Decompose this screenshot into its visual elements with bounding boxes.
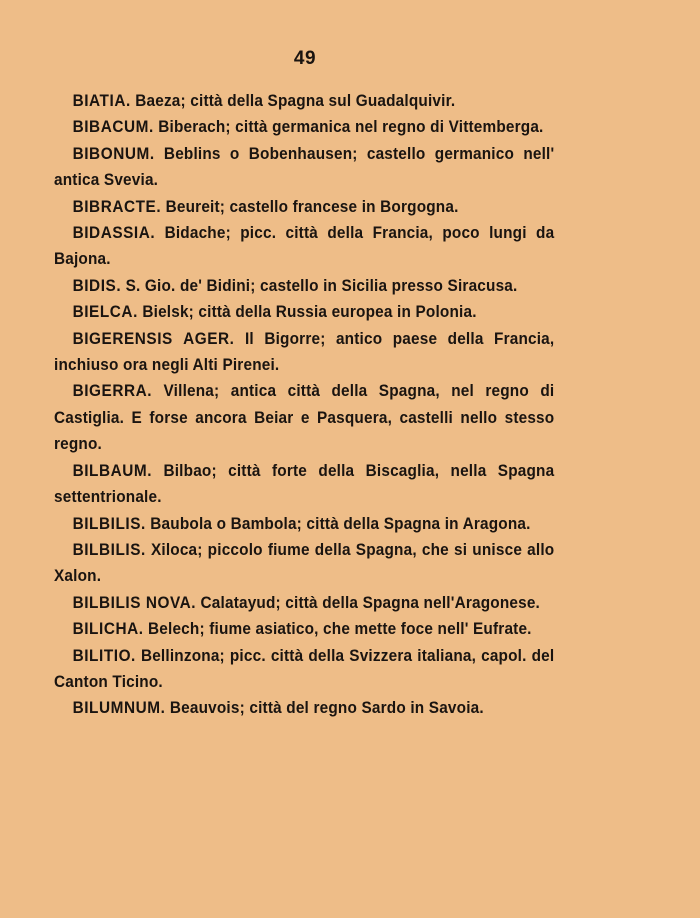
entry-text: Bielsk; città della Russia europea in Polonia. [142, 303, 477, 322]
entry-text: Beauvois; città del regno Sardo in Savoia. [169, 699, 484, 718]
page-number: 49 [293, 48, 317, 69]
entry [54, 273, 554, 299]
entry [54, 220, 554, 273]
entry-text: Bilbao; città forte della Biscaglia, nella Spagna settentrionale. [54, 461, 555, 507]
entry-headword: BILITIO. [72, 646, 136, 665]
entry-text: Il Bigorre; antico paese della Francia, inchiuso ora negli Alti Pirenei. [54, 329, 555, 375]
entry-headword: BIBRACTE. [72, 197, 162, 216]
entry [54, 141, 554, 194]
entry-text: Calatayud; città della Spagna nell'Aragonese. [200, 593, 541, 612]
entry-headword: BIDASSIA. [72, 224, 156, 243]
entry [54, 695, 554, 721]
entry [54, 458, 554, 511]
entry-text: Belech; fiume asiatico, che mette foce nell' Eufrate. [148, 620, 532, 639]
entry-text: Beureit; castello francese in Borgogna. [165, 197, 459, 216]
entry-headword: BIGERENSIS AGER. [72, 329, 235, 348]
entry [54, 537, 554, 590]
entry [54, 114, 554, 140]
entry-headword: BIDIS. [72, 276, 122, 295]
entry-headword: BILBILIS. [72, 540, 146, 559]
entry-text: Baubola o Bambola; città della Spagna in Aragona. [150, 514, 531, 533]
entry-headword: BILICHA. [72, 620, 144, 639]
entry-text: Bidache; picc. città della Francia, poco lungi da Bajona. [54, 224, 555, 269]
entry-text: Beblins o Bobenhausen; castello germanico nell' antica Svevia. [54, 144, 555, 190]
entry-text: Bellinzona; picc. città della Svizzera italiana, capol. del Canton Ticino. [54, 646, 555, 691]
entry-headword: BILUMNUM. [72, 699, 166, 718]
entry [54, 326, 554, 379]
entry-headword: BIATIA. [72, 92, 131, 110]
entry-text: Villena; antica città della Spagna, nel regno di Castiglia. E forse ancora Beiar e Pasquera, castelli nello stesso regno. [54, 382, 555, 454]
entry [54, 299, 554, 325]
entry-headword: BIBONUM. [72, 144, 155, 163]
entry [54, 88, 554, 114]
entry-headword: BIGERRA. [72, 382, 153, 401]
entry-headword: BIBACUM. [72, 118, 154, 137]
entry-headword: BILBAUM. [72, 461, 153, 480]
entry-text: Baeza; città della Spagna sul Guadalquivir. [135, 92, 456, 110]
entry [54, 616, 554, 642]
entry-headword: BIELCA. [72, 303, 138, 322]
entry-text: S. Gio. de' Bidini; castello in Sicilia presso Siracusa. [125, 276, 518, 295]
entry [54, 643, 554, 696]
entry [54, 194, 554, 220]
entry [54, 511, 554, 537]
entry [54, 378, 554, 457]
entry [54, 590, 554, 616]
entry-headword: BILBILIS NOVA. [72, 593, 197, 612]
entry-headword: BILBILIS. [72, 514, 146, 533]
dictionary-entries [54, 88, 554, 722]
entry-text: Biberach; città germanica nel regno di Vittemberga. [158, 118, 544, 137]
entry-text: Xiloca; piccolo fiume della Spagna, che si unisce allo Xalon. [54, 540, 555, 586]
